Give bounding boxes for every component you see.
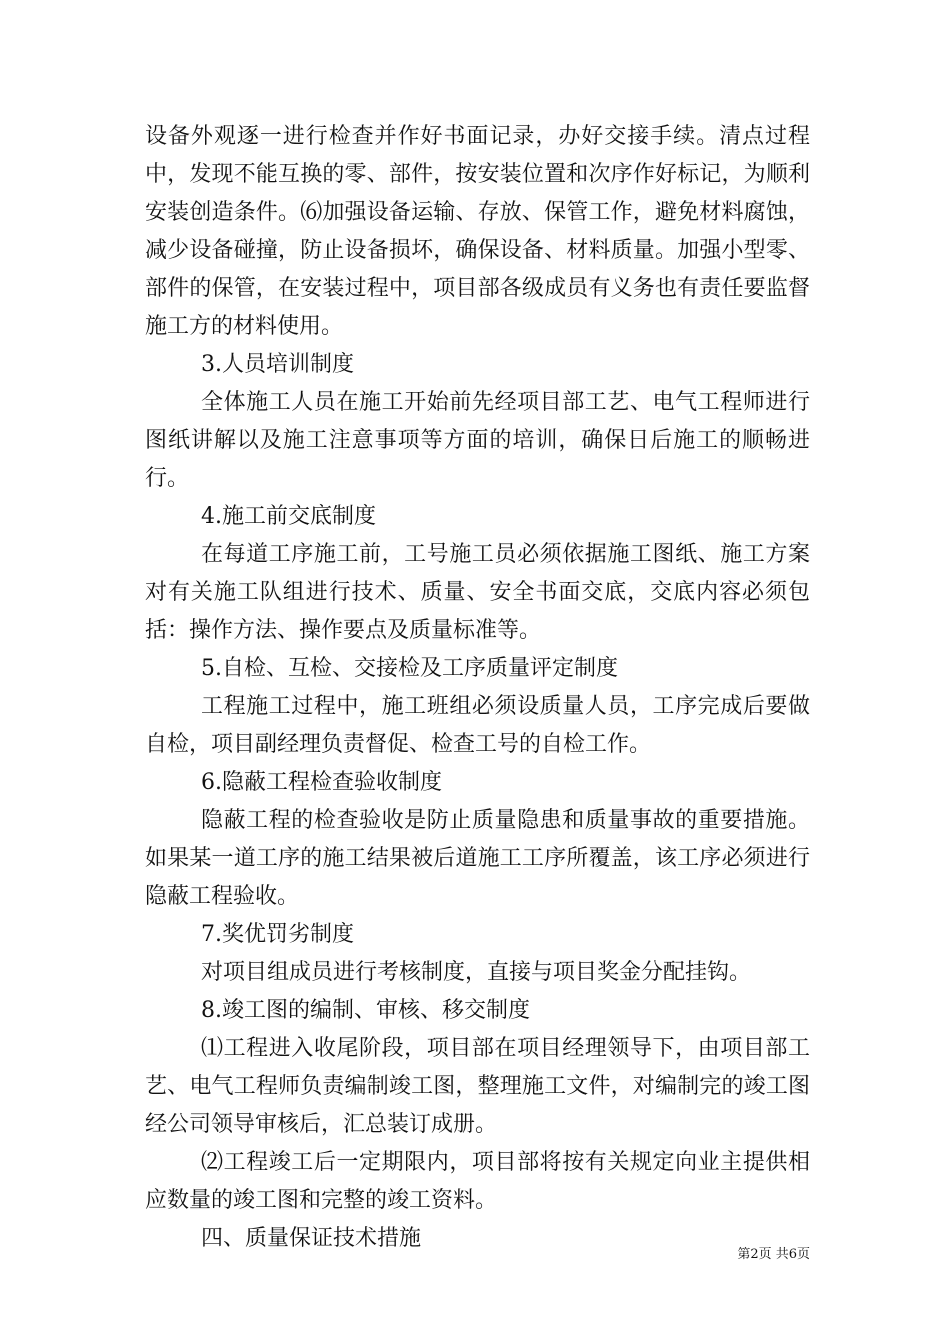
heading-personnel-training: 3.人员培训制度 — [201, 352, 354, 377]
paragraph-personnel-training: 全体施工人员在施工开始前先经项目部工艺、电气工程师进行图纸讲解以及施工注意事项等方面的培训，确保日后施工的顺畅进行。 — [145, 390, 810, 491]
paragraph-pre-construction-briefing: 在每道工序施工前，工号施工员必须依据施工图纸、施工方案对有关施工队组进行技术、质量、安全书面交底，交底内容必须包括：操作方法、操作要点及质量标准等。 — [145, 542, 810, 643]
paragraph-self-inspection: 工程施工过程中，施工班组必须设质量人员，工序完成后要做自检，项目副经理负责督促、检查工号的自检工作。 — [145, 694, 810, 757]
paragraph-equipment-inspection: 设备外观逐一进行检查并作好书面记录，办好交接手续。清点过程中，发现不能互换的零、部件，按安装位置和次序作好标记，为顺利安装创造条件。⑹加强设备运输、存放、保管工作，避免材料腐蚀，减少设备碰撞，防止设备损坏，确保设备、材料质量。加强小型零、部件的保管，在安装过程中，项目部各级成员有义务也有责任要监督施工方的材料使用。 — [145, 124, 810, 339]
heading-pre-construction-briefing: 4.施工前交底制度 — [201, 504, 376, 529]
paragraph-as-built-item-1: ⑴工程进入收尾阶段，项目部在项目经理领导下，由项目部工艺、电气工程师负责编制竣工图，整理施工文件，对编制完的竣工图经公司领导审核后，汇总装订成册。 — [145, 1036, 810, 1137]
heading-as-built-drawings: 8.竣工图的编制、审核、移交制度 — [201, 998, 530, 1023]
paragraph-rewards-penalties: 对项目组成员进行考核制度，直接与项目奖金分配挂钩。 — [201, 960, 752, 985]
page-number-footer: 第2页 共6页 — [737, 1247, 810, 1262]
heading-concealed-works: 6.隐蔽工程检查验收制度 — [201, 770, 442, 795]
heading-quality-assurance-measures: 四、质量保证技术措施 — [201, 1226, 422, 1251]
heading-self-inspection: 5.自检、互检、交接检及工序质量评定制度 — [201, 656, 618, 681]
paragraph-as-built-item-2: ⑵工程竣工后一定期限内，项目部将按有关规定向业主提供相应数量的竣工图和完整的竣工资料。 — [145, 1150, 810, 1213]
heading-rewards-penalties: 7.奖优罚劣制度 — [201, 922, 354, 947]
paragraph-concealed-works: 隐蔽工程的检查验收是防止质量隐患和质量事故的重要措施。如果某一道工序的施工结果被后道施工工序所覆盖，该工序必须进行隐蔽工程验收。 — [145, 808, 810, 909]
document-body — [145, 118, 810, 1258]
